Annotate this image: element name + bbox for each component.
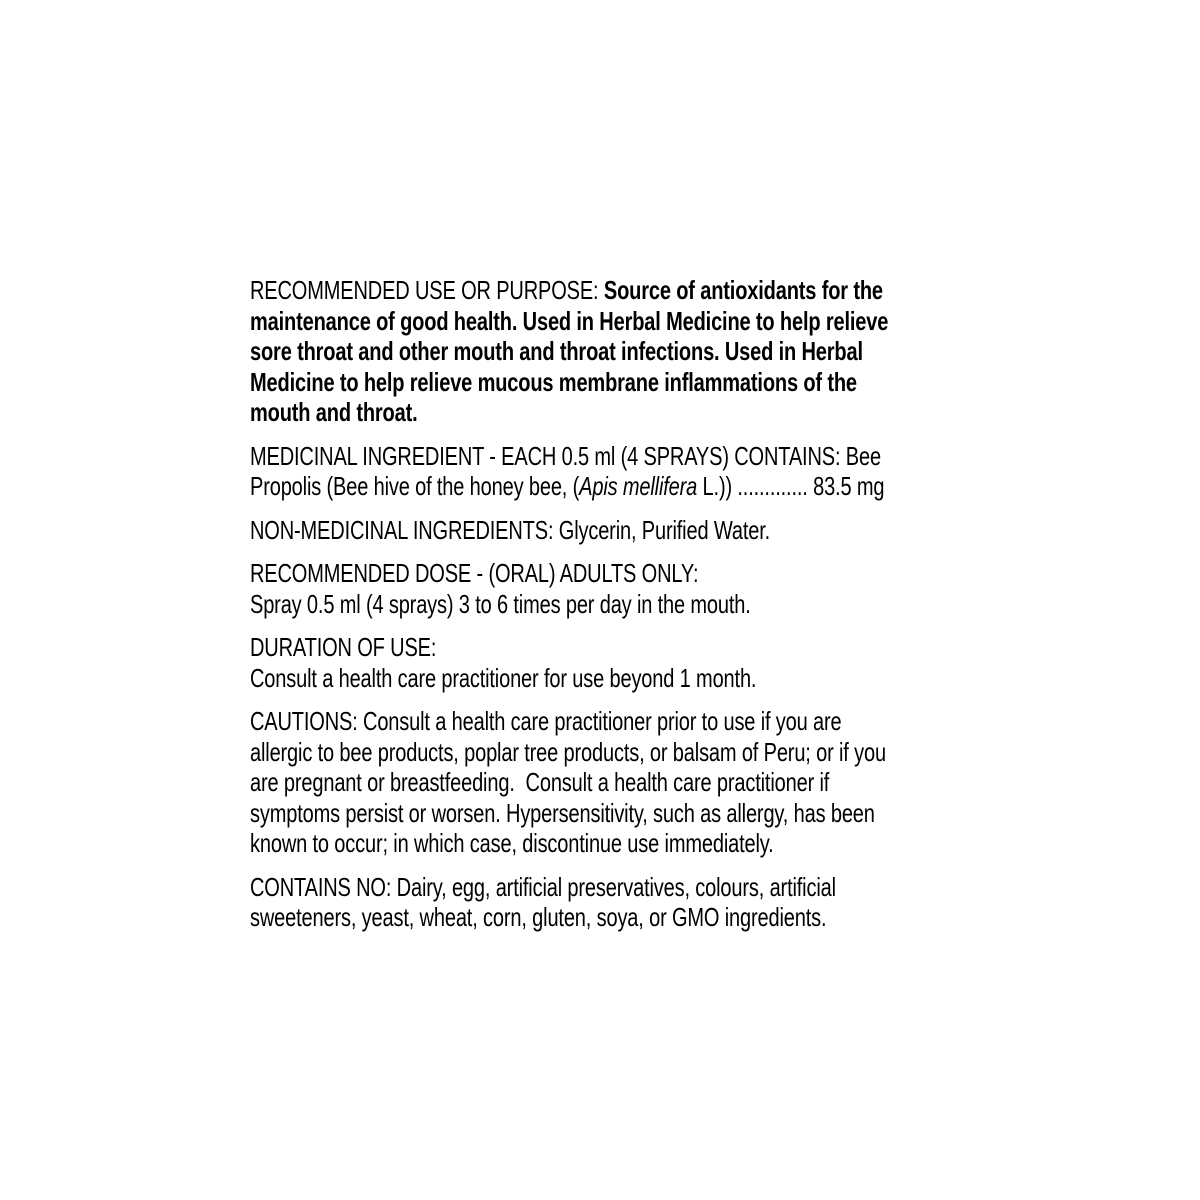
text-segment: Spray 0.5 ml (4 sprays) 3 to 6 times per day in the mouth. <box>250 588 751 619</box>
section-contains-no <box>250 872 1174 933</box>
section-heading: CAUTIONS: Consult a health care practitioner prior to use if you are <box>250 706 842 736</box>
text-line <box>250 632 1174 663</box>
text-line <box>250 515 1174 546</box>
text-segment: Consult a health care practitioner for use beyond 1 month. <box>250 662 757 693</box>
text-segment: symptoms persist or worsen. Hypersensitivity, such as allergy, has been <box>250 797 875 828</box>
section-heading: MEDICINAL INGREDIENT - EACH 0.5 ml (4 SPRAYS) CONTAINS: Bee <box>250 440 881 471</box>
text-segment: Propolis (Bee hive of the honey bee, ( <box>250 471 580 501</box>
text-segment: Source of antioxidants for the <box>603 275 883 305</box>
text-line <box>250 902 1174 933</box>
dosage-amount: L.)) ............. 83.5 mg <box>697 471 885 501</box>
text-line <box>250 828 1174 859</box>
text-line <box>250 397 1174 428</box>
section-recommended-dose <box>250 558 1174 619</box>
section-cautions <box>250 706 1174 859</box>
section-medicinal-ingredient <box>250 441 1174 502</box>
text-line <box>250 367 1174 398</box>
text-line <box>250 767 1174 798</box>
text-line <box>250 306 1174 337</box>
label-text-block <box>250 275 1174 946</box>
text-segment: are pregnant or breastfeeding. Consult a health care practitioner if <box>250 767 830 797</box>
text-line <box>250 706 1174 737</box>
text-segment: sweeteners, yeast, wheat, corn, gluten, soya, or GMO ingredients. <box>250 902 827 932</box>
text-line <box>250 441 1174 472</box>
text-line <box>250 737 1174 768</box>
text-line <box>250 275 1174 306</box>
text-segment: Medicine to help relieve mucous membrane inflammations of the <box>250 366 857 397</box>
section-heading: RECOMMENDED USE OR PURPOSE: <box>250 275 604 305</box>
text-line <box>250 471 1174 502</box>
section-heading: CONTAINS NO: Dairy, egg, artificial preservatives, colours, artificial <box>250 871 836 902</box>
text-segment: allergic to bee products, poplar tree products, or balsam of Peru; or if you <box>250 736 886 767</box>
text-segment: sore throat and other mouth and throat infections. Used in Herbal <box>250 336 863 366</box>
text-segment: maintenance of good health. Used in Herbal Medicine to help relieve <box>250 305 889 336</box>
text-segment: mouth and throat. <box>250 397 418 427</box>
text-line <box>250 663 1174 694</box>
text-segment: known to occur; in which case, discontinue use immediately. <box>250 828 774 858</box>
section-duration-of-use <box>250 632 1174 693</box>
section-non-medicinal <box>250 515 1174 546</box>
text-line <box>250 872 1174 903</box>
section-recommended-use <box>250 275 1174 428</box>
text-line <box>250 589 1174 620</box>
section-heading: DURATION OF USE: <box>250 632 437 662</box>
latin-name-italic: Apis mellifera <box>579 471 698 501</box>
section-heading: NON-MEDICINAL INGREDIENTS: Glycerin, Purified Water. <box>250 514 771 545</box>
text-line <box>250 558 1174 589</box>
text-line <box>250 798 1174 829</box>
section-heading: RECOMMENDED DOSE - (ORAL) ADULTS ONLY: <box>250 558 699 588</box>
text-line <box>250 336 1174 367</box>
